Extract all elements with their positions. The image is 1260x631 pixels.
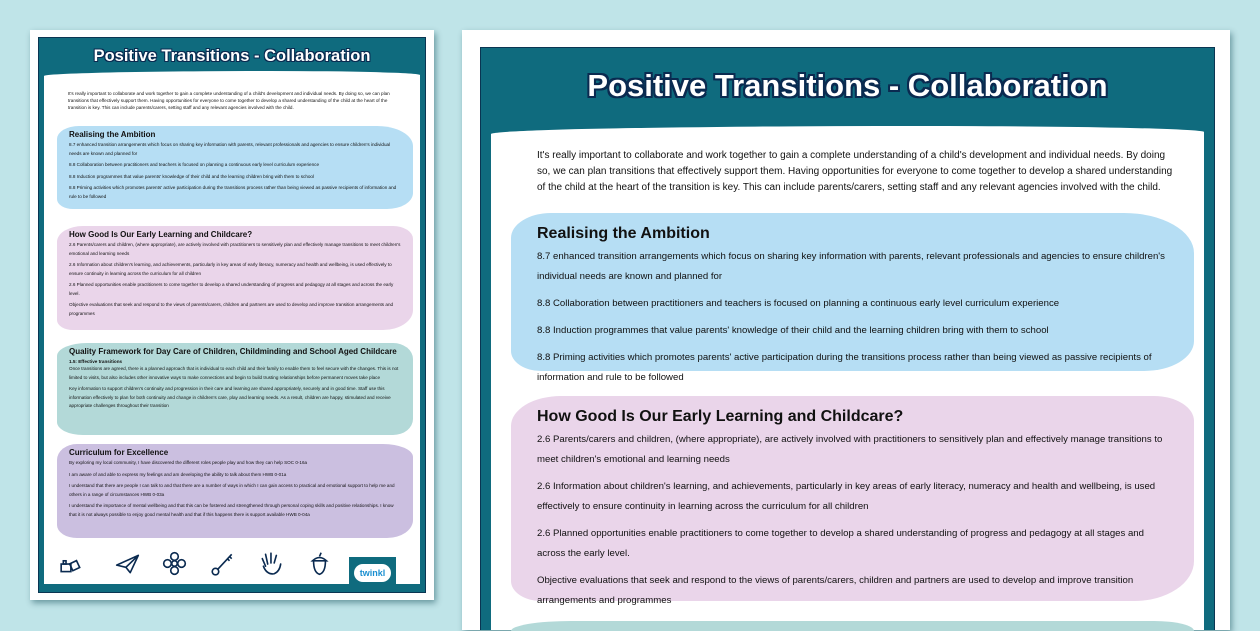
section-how-good-is-our-elc <box>511 396 1194 606</box>
section-heading: Realising the Ambition <box>69 130 156 139</box>
section-heading: Realising the Ambition <box>537 225 710 242</box>
section-curriculum-for-excellence <box>57 444 413 538</box>
section-item: 8.8 Induction programmes that value parents' knowledge of their child and the learning children bring with them to school <box>537 325 1049 336</box>
section-item: 2.6 Parents/carers and children, (where appropriate), are actively involved with practitioners to sensitively plan and effectively manage transitions to meet children's emotional and learning needs <box>69 242 401 256</box>
document-body <box>491 126 1204 630</box>
document-title: Positive Transitions - Collaboration <box>587 68 1108 103</box>
section-item: 8.8 Induction programmes that value parents' knowledge of their child and the learning children bring with them to school <box>69 173 314 179</box>
section-how-good-is-our-elc <box>57 226 413 330</box>
section-item: I understand the importance of mental wellbeing and that this can be fostered and strengthened through personal coping skills and positive relationships. I know that it is not always possible to enjoy good mental health and that if this happens there is support available HWB 0-04a <box>69 503 394 517</box>
document-title: Positive Transitions - Collaboration <box>93 47 371 65</box>
page-thumbnail[interactable] <box>30 30 434 600</box>
section-item: 8.7 enhanced transition arrangements which focus on sharing key information with parents, relevant professionals and agencies to ensure children's individual needs are known and planned for <box>537 251 1165 282</box>
section-item: 8.7 enhanced transition arrangements which focus on sharing key information with parents, relevant professionals and agencies to ensure children's individual needs are known and planned for <box>69 142 391 156</box>
key-icon <box>209 550 236 577</box>
section-item: 8.8 Priming activities which promotes parents' active participation during the transitions process rather than being viewed as passive recipients of information and rule to be followed <box>537 352 1152 383</box>
bricks-icon <box>59 550 86 577</box>
acorn-icon <box>306 550 333 577</box>
document-frame <box>480 47 1215 630</box>
section-item: 8.8 Priming activities which promotes parents' active participation during the transitions process rather than being viewed as passive recipients of information and rule to be followed <box>69 185 397 199</box>
intro-paragraph: It's really important to collaborate and work together to gain a complete understanding of a child's development and individual needs. By doing so, we can plan transitions that effectively support them. Having opportunities for everyone to come together to develop a shared understanding of the child at the heart of the transition is key. This can include parents/carers, setting staff and any relevant agencies involved with the child. <box>537 150 1173 193</box>
section-item: 2.6 Parents/carers and children, (where appropriate), are actively involved with practitioners to sensitively plan and effectively manage transitions to meet children's emotional and learning needs <box>537 434 1163 465</box>
section-heading: Curriculum for Excellence <box>69 448 169 457</box>
footer-icons <box>39 546 425 586</box>
flower-icon <box>161 550 188 577</box>
section-realising-the-ambition <box>511 213 1194 383</box>
section-item: 8.8 Collaboration between practitioners and teachers is focused on planning a continuous early level curriculum experience <box>537 298 1060 309</box>
section-item: By exploring my local community, I have discovered the different roles people play and how they can help SOC 0-16a <box>69 460 308 465</box>
section-heading: How Good Is Our Early Learning and Childcare? <box>537 408 904 425</box>
section-item: 8.8 Collaboration between practitioners and teachers is focused on planning a continuous early level curriculum experience <box>69 162 319 167</box>
twinkl-logo: twinkl <box>349 557 396 591</box>
paper-plane-icon <box>114 550 141 577</box>
section-item: I understand that there are people I can talk to and that there are a number of ways in which I can gain access to practical and emotional support to help me and others in a range of circumstances HWB 0-03a <box>69 483 395 497</box>
section-heading: Quality Framework for Day Care of Children, Childminding and School Aged Childcare <box>69 347 397 356</box>
thumbnail-document-frame <box>38 37 426 593</box>
intro-paragraph: It's really important to collaborate and work together to gain a complete understanding of a child's development and individual needs. By doing so, we can plan transitions that effectively support them. Having opportunities for everyone to come together to develop a shared understanding of the child at the heart of the transition is key. This can include parents/carers, setting staff and any relevant agencies involved with the child. <box>68 91 390 110</box>
section-item: 2.6 Planned opportunities enable practitioners to come together to develop a shared understanding of progress and pedagogy at all stages and across the early level. <box>69 282 394 296</box>
section-item: Once transitions are agreed, there is a planned approach that is individual to each child and their family to enable them to feel secure with the changes. This is not limited to visits, but also includes other innovative ways to make connections and begin to build trusting relationships before permanent moves take place <box>69 366 399 380</box>
section-subheading: 1.5: Effective transitions <box>69 359 123 364</box>
section-quality-framework <box>57 343 413 435</box>
page-preview <box>462 30 1230 630</box>
section-item: Objective evaluations that seek and respond to the views of parents/carers, children and partners are used to develop and improve transition arrangements and programmes <box>69 302 394 316</box>
hand-icon <box>258 550 285 577</box>
section-heading: How Good Is Our Early Learning and Childcare? <box>69 230 253 239</box>
section-item: Objective evaluations that seek and respond to the views of parents/carers, children and partners are used to develop and improve transition arrangements and programmes <box>537 575 1134 606</box>
section-item: 2.6 Information about children's learning, and achievements, particularly in key areas of early literacy, numeracy and health and wellbeing, is used effectively to ensure continuity in learning across the curriculum for all children <box>537 481 1156 512</box>
section-realising-the-ambition <box>57 126 413 209</box>
section-item: 2.6 Information about children's learning, and achievements, particularly in key areas of early literacy, numeracy and health and wellbeing, is used effectively to ensure continuity in learning across the curriculum for all children <box>69 262 392 276</box>
section-item: 2.6 Planned opportunities enable practitioners to come together to develop a shared understanding of progress and pedagogy at all stages and across the early level. <box>537 528 1144 559</box>
section-item: Key information to support children's continuity and progression in their care and learning are shared appropriately, securely and in good time. Staff use this information effectively to plan for both continuity and change in children's care, play and learning needs. As a result, children are happy, stimulated and receive appropriate challenges throughout their transition <box>69 386 391 408</box>
section-item: I am aware of and able to express my feelings and am developing the ability to talk about them HWB 0-01a <box>69 471 287 477</box>
